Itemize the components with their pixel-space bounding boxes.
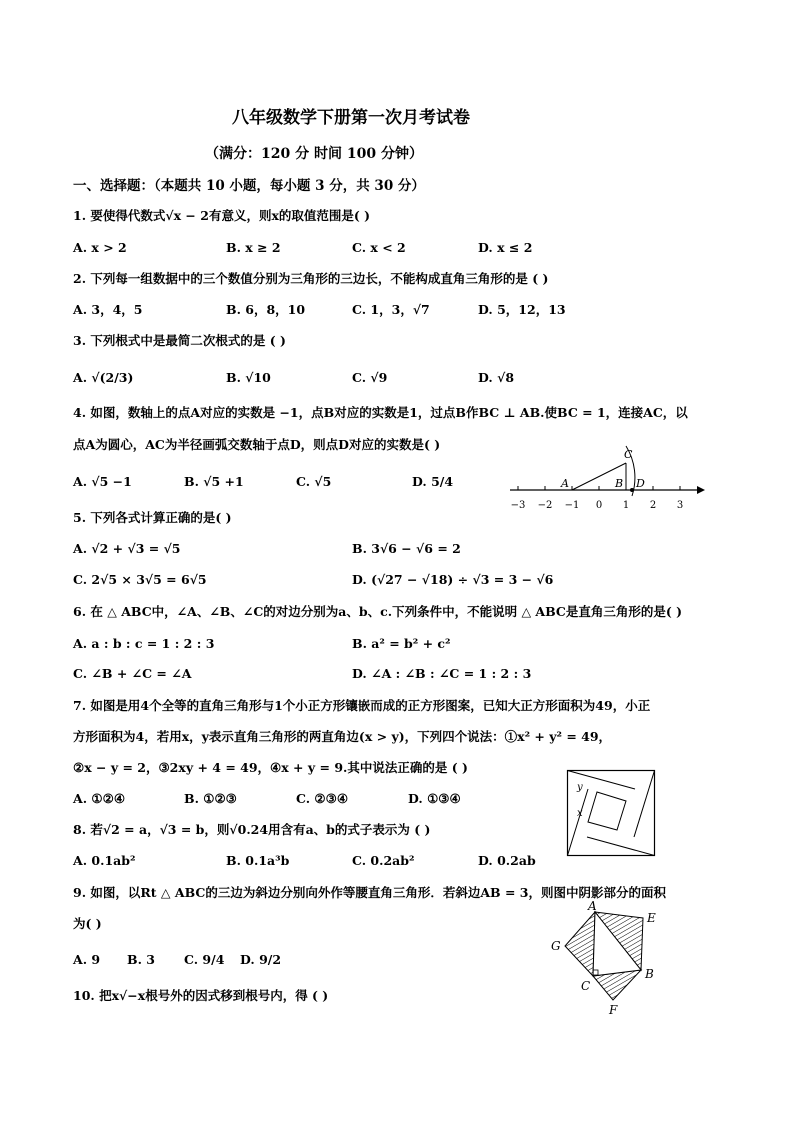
label-b: B [615, 477, 624, 490]
question-6-option-a: A. a : b : c = 1 : 2 : 3 [73, 636, 215, 651]
question-7-option-c: C. ②③④ [296, 791, 349, 806]
triangles-figure [545, 898, 665, 1016]
label-d: D [636, 477, 645, 490]
question-8-stem: 8. 若√2 = a，√3 = b，则√0.24用含有a、b的式子表示为 ( ) [73, 822, 431, 837]
question-6-stem: 6. 在 △ ABC中，∠A、∠B、∠C的对边分别为a、b、c.下列条件中，不能说明 △ ABC是直角三角形的是( ) [73, 604, 683, 619]
tick-label: 2 [649, 500, 657, 511]
question-2-stem: 2. 下列每一组数据中的三个数值分别为三角形的三边长，不能构成直角三角形的是 ( ) [73, 271, 549, 286]
question-2-option-d: D. 5，12，13 [478, 302, 566, 317]
question-2-option-c: C. 1，3，√7 [352, 302, 430, 317]
question-4-option-d: D. 5/4 [412, 474, 454, 489]
tick-label: −3 [510, 500, 526, 511]
question-5-option-c: C. 2√5 × 3√5 = 6√5 [73, 572, 207, 587]
tick-label: 3 [676, 500, 684, 511]
label-g: G [551, 939, 561, 953]
question-3-option-b: B. √10 [226, 370, 271, 385]
tick-label: −1 [564, 500, 580, 511]
label-e: E [647, 911, 656, 925]
question-1-stem: 1. 要使得代数式√x − 2有意义，则x的取值范围是( ) [73, 208, 371, 223]
label-a: A [561, 477, 569, 490]
question-2-option-a: A. 3，4，5 [73, 302, 143, 317]
label-y: y [577, 782, 583, 793]
question-7-option-d: D. ①③④ [408, 791, 461, 806]
label-c: C [624, 448, 633, 461]
question-2-option-b: B. 6，8，10 [226, 302, 306, 317]
question-7-stem-line-2: 方形面积为4，若用x，y表示直角三角形的两直角边(x > y)，下列四个说法：①x² + y² = 49， [73, 729, 612, 744]
question-1-option-d: D. x ≤ 2 [478, 240, 533, 255]
question-4-option-a: A. √5 −1 [73, 474, 132, 489]
question-9-stem-line-2: 为( ) [73, 916, 102, 931]
question-8-option-d: D. 0.2ab [478, 853, 536, 868]
question-7-stem-line-1: 7. 如图是用4个全等的直角三角形与1个小正方形镶嵌而成的正方形图案，已知大正方形面积为49，小正 [73, 698, 651, 713]
question-5-option-d: D. (√27 − √18) ÷ √3 = 3 − √6 [352, 572, 554, 587]
question-9-option-c: C. 9/4 [184, 952, 225, 967]
question-8-option-b: B. 0.1a³b [226, 853, 290, 868]
question-9-option-d: D. 9/2 [240, 952, 282, 967]
label-a: A [588, 899, 597, 913]
question-3-option-d: D. √8 [478, 370, 515, 385]
label-f: F [609, 1003, 618, 1017]
section-heading: 一、选择题：（本题共 10 小题，每小题 3 分，共 30 分） [73, 178, 425, 194]
tick-label: 0 [595, 500, 603, 511]
question-8-option-a: A. 0.1ab² [73, 853, 136, 868]
tick-label: 1 [622, 500, 630, 511]
exam-info: （满分：120 分 时间 100 分钟） [205, 146, 423, 162]
question-9-stem-line-1: 9. 如图，以Rt △ ABC的三边为斜边分别向外作等腰直角三角形．若斜边AB = 3，则图中阴影部分的面积 [73, 885, 666, 900]
question-6-option-c: C. ∠B + ∠C = ∠A [73, 666, 192, 681]
question-3-option-c: C. √9 [352, 370, 388, 385]
question-1-option-b: B. x ≥ 2 [226, 240, 281, 255]
question-4-stem-line-1: 4. 如图，数轴上的点A对应的实数是 −1，点B对应的实数是1，过点B作BC ⊥ AB.使BC = 1，连接AC，以 [73, 405, 688, 420]
question-9-option-b: B. 3 [127, 952, 155, 967]
question-7-option-a: A. ①②④ [73, 791, 126, 806]
pinwheel-square-figure [567, 770, 655, 856]
question-4-option-b: B. √5 +1 [184, 474, 244, 489]
question-6-option-d: D. ∠A : ∠B : ∠C = 1 : 2 : 3 [352, 666, 532, 681]
question-1-option-c: C. x < 2 [352, 240, 406, 255]
question-7-option-b: B. ①②③ [184, 791, 237, 806]
question-3-stem: 3. 下列根式中是最简二次根式的是 ( ) [73, 333, 286, 348]
question-10-stem: 10. 把x√−x根号外的因式移到根号内，得 ( ) [73, 988, 329, 1003]
question-5-option-b: B. 3√6 − √6 = 2 [352, 541, 461, 556]
label-b: B [645, 967, 654, 981]
label-c: C [581, 979, 591, 993]
question-4-stem-line-2: 点A为圆心，AC为半径画弧交数轴于点D，则点D对应的实数是( ) [73, 437, 441, 452]
question-7-stem-line-3: ②x − y = 2，③2xy + 4 = 49，④x + y = 9.其中说法正确的是 ( ) [73, 760, 468, 775]
question-3-option-a: A. √(2/3) [73, 370, 134, 385]
label-x: x [577, 808, 583, 819]
question-9-option-a: A. 9 [73, 952, 101, 967]
question-1-option-a: A. x > 2 [73, 240, 127, 255]
page-title: 八年级数学下册第一次月考试卷 [232, 108, 470, 128]
question-4-option-c: C. √5 [296, 474, 332, 489]
question-5-option-a: A. √2 + √3 = √5 [73, 541, 181, 556]
tick-label: −2 [537, 500, 553, 511]
question-6-option-b: B. a² = b² + c² [352, 636, 451, 651]
question-5-stem: 5. 下列各式计算正确的是( ) [73, 510, 232, 525]
number-line-figure [505, 440, 705, 515]
question-8-option-c: C. 0.2ab² [352, 853, 415, 868]
